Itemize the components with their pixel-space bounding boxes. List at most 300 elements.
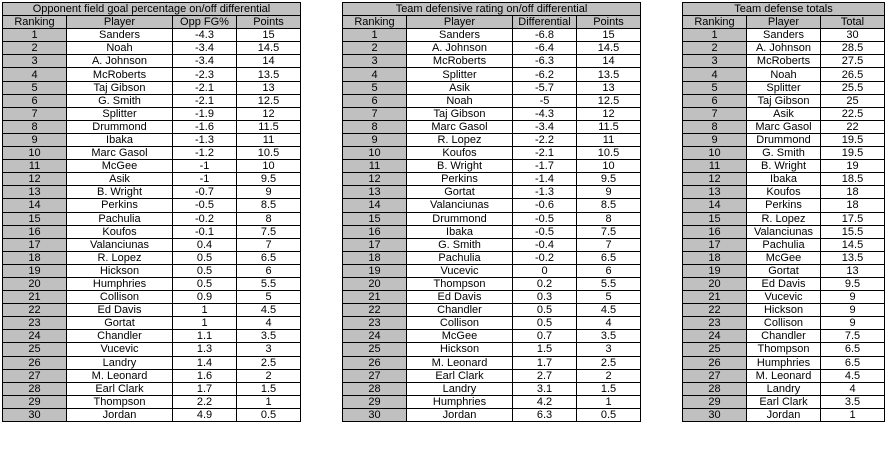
table-row [683, 382, 885, 395]
table-row [683, 55, 885, 68]
table-cell: 23 [3, 317, 67, 330]
table-row [343, 107, 641, 120]
table-title-row [343, 3, 641, 16]
table-cell: R. Lopez [747, 212, 821, 225]
table-cell: G. Smith [67, 94, 173, 107]
table-cell: -0.2 [513, 251, 577, 264]
table-cell: 24 [343, 330, 407, 343]
table-cell: -2.2 [513, 133, 577, 146]
table-row [3, 94, 301, 107]
table-cell: 7.5 [237, 225, 301, 238]
table-cell: 20 [343, 277, 407, 290]
table-cell: Pachulia [67, 212, 173, 225]
table-cell: 0.5 [513, 304, 577, 317]
table-row [683, 330, 885, 343]
table-cell: Taj Gibson [67, 81, 173, 94]
table-title: Team defensive rating on/off differential [343, 3, 641, 16]
table-row [343, 343, 641, 356]
table-row [343, 356, 641, 369]
table-cell: 4 [343, 68, 407, 81]
table-cell: 3 [577, 343, 641, 356]
table-cell: 9 [821, 291, 885, 304]
table-cell: 6.5 [821, 356, 885, 369]
table-cell: 11 [343, 160, 407, 173]
table-row [343, 317, 641, 330]
table-cell: 0.5 [173, 264, 237, 277]
table-cell: Marc Gasol [407, 120, 513, 133]
table-row [683, 173, 885, 186]
column-header: Ranking [683, 16, 747, 29]
table-cell: -3.4 [173, 55, 237, 68]
table-cell: Gortat [407, 186, 513, 199]
table-cell: Perkins [747, 199, 821, 212]
table-cell: 2.2 [173, 395, 237, 408]
column-header: Points [577, 16, 641, 29]
table-cell: 7 [343, 107, 407, 120]
table-row [3, 120, 301, 133]
table-cell: 29 [3, 395, 67, 408]
table-cell: 2 [343, 42, 407, 55]
table-cell: 1 [343, 29, 407, 42]
table-cell: Ibaka [747, 173, 821, 186]
table-cell: 3.5 [237, 330, 301, 343]
table-cell: Vucevic [407, 264, 513, 277]
table-cell: 17 [343, 238, 407, 251]
table-cell: A. Johnson [747, 42, 821, 55]
table-cell: 0.5 [513, 317, 577, 330]
table-cell: 25 [343, 343, 407, 356]
table-cell: 30 [343, 408, 407, 421]
table-cell: Marc Gasol [67, 147, 173, 160]
table-cell: 7.5 [821, 330, 885, 343]
table-row [683, 199, 885, 212]
table-cell: 1.5 [237, 382, 301, 395]
table-row [3, 291, 301, 304]
table-cell: 29 [343, 395, 407, 408]
table-cell: 30 [3, 408, 67, 421]
table-cell: 14.5 [821, 238, 885, 251]
table-row [683, 408, 885, 421]
table-row [343, 147, 641, 160]
table-cell: 0.5 [173, 251, 237, 264]
table-cell: 3.5 [577, 330, 641, 343]
table-cell: -0.4 [513, 238, 577, 251]
table-row [3, 264, 301, 277]
table-cell: 10 [3, 147, 67, 160]
table-cell: Sanders [67, 29, 173, 42]
table-cell: 14 [237, 55, 301, 68]
table-cell: 1 [577, 395, 641, 408]
table-row [3, 251, 301, 264]
table-cell: Ed Davis [407, 291, 513, 304]
table-row [3, 343, 301, 356]
table-cell: 11.5 [577, 120, 641, 133]
table-row [683, 29, 885, 42]
table-cell: 19 [683, 264, 747, 277]
table-cell: 26.5 [821, 68, 885, 81]
table-cell: Drummond [747, 133, 821, 146]
table-cell: 13.5 [237, 68, 301, 81]
table-cell: 19 [821, 160, 885, 173]
table-row [343, 304, 641, 317]
defense-totals-table-body [683, 3, 885, 422]
table-cell: 10 [683, 147, 747, 160]
table-cell: 5.5 [577, 277, 641, 290]
table-row [683, 291, 885, 304]
table-row [3, 186, 301, 199]
table-cell: 19 [343, 264, 407, 277]
table-cell: 11 [577, 133, 641, 146]
table-row [683, 68, 885, 81]
table-cell: McGee [747, 251, 821, 264]
table-cell: -6.8 [513, 29, 577, 42]
table-cell: Drummond [407, 212, 513, 225]
table-cell: 1.4 [173, 356, 237, 369]
table-cell: 1 [173, 304, 237, 317]
table-row [3, 199, 301, 212]
table-cell: G. Smith [747, 147, 821, 160]
table-cell: G. Smith [407, 238, 513, 251]
table-row [3, 81, 301, 94]
table-cell: Sanders [747, 29, 821, 42]
table-row [343, 29, 641, 42]
table-cell: 21 [3, 291, 67, 304]
table-cell: 10 [343, 147, 407, 160]
table-cell: Gortat [747, 264, 821, 277]
table-cell: Noah [407, 94, 513, 107]
table-cell: 18.5 [821, 173, 885, 186]
table-cell: 4 [3, 68, 67, 81]
table-cell: 7 [237, 238, 301, 251]
table-cell: B. Wright [407, 160, 513, 173]
table-cell: 0.5 [173, 277, 237, 290]
table-row [3, 147, 301, 160]
table-cell: 15 [3, 212, 67, 225]
table-cell: 0.5 [577, 408, 641, 421]
table-cell: Taj Gibson [407, 107, 513, 120]
opp-fg-table [2, 2, 301, 422]
table-cell: Koufos [407, 147, 513, 160]
table-cell: 12 [237, 107, 301, 120]
table-cell: 7 [3, 107, 67, 120]
table-cell: 14 [683, 199, 747, 212]
table-cell: -3.4 [173, 42, 237, 55]
table-header-row [3, 16, 301, 29]
table-cell: 22.5 [821, 107, 885, 120]
table-cell: Thompson [747, 343, 821, 356]
table-cell: Drummond [67, 120, 173, 133]
table-row [3, 330, 301, 343]
table-cell: 11 [3, 160, 67, 173]
table-cell: B. Wright [67, 186, 173, 199]
table-cell: 8.5 [237, 199, 301, 212]
table-cell: 9 [237, 186, 301, 199]
table-row [343, 173, 641, 186]
table-cell: R. Lopez [407, 133, 513, 146]
table-cell: 26 [3, 356, 67, 369]
table-row [343, 212, 641, 225]
table-row [3, 160, 301, 173]
table-cell: 4.5 [821, 369, 885, 382]
table-cell: 7 [683, 107, 747, 120]
table-cell: 9 [577, 186, 641, 199]
table-cell: Asik [747, 107, 821, 120]
table-cell: 12 [683, 173, 747, 186]
table-cell: 12.5 [577, 94, 641, 107]
table-row [683, 317, 885, 330]
table-cell: 9.5 [237, 173, 301, 186]
table-cell: 5 [683, 81, 747, 94]
table-cell: McRoberts [407, 55, 513, 68]
table-cell: Jordan [747, 408, 821, 421]
table-cell: 16 [343, 225, 407, 238]
table-cell: 0.2 [513, 277, 577, 290]
table-row [343, 369, 641, 382]
table-cell: Valanciunas [67, 238, 173, 251]
table-cell: 9.5 [577, 173, 641, 186]
table-row [683, 212, 885, 225]
table-cell: 6 [577, 264, 641, 277]
table-row [3, 133, 301, 146]
table-row [343, 408, 641, 421]
table-cell: 1.5 [577, 382, 641, 395]
table-cell: -6.4 [513, 42, 577, 55]
table-cell: Asik [407, 81, 513, 94]
table-cell: 2.7 [513, 369, 577, 382]
table-cell: 1 [173, 317, 237, 330]
table-cell: Chandler [747, 330, 821, 343]
table-cell: 0.9 [173, 291, 237, 304]
table-cell: B. Wright [747, 160, 821, 173]
table-cell: McRoberts [747, 55, 821, 68]
table-header-row [683, 16, 885, 29]
table-cell: 15 [343, 212, 407, 225]
table-cell: Vucevic [67, 343, 173, 356]
table-cell: 24 [3, 330, 67, 343]
table-cell: 0.3 [513, 291, 577, 304]
table-row [3, 68, 301, 81]
table-cell: 30 [683, 408, 747, 421]
table-cell: 30 [821, 29, 885, 42]
table-cell: Perkins [67, 199, 173, 212]
table-cell: 10 [237, 160, 301, 173]
table-cell: Earl Clark [67, 382, 173, 395]
table-cell: 22 [683, 304, 747, 317]
column-header: Total [821, 16, 885, 29]
table-row [3, 55, 301, 68]
table-cell: 5 [343, 81, 407, 94]
table-cell: A. Johnson [67, 55, 173, 68]
table-cell: 11 [237, 133, 301, 146]
table-row [3, 382, 301, 395]
table-row [3, 225, 301, 238]
table-row [3, 277, 301, 290]
table-cell: 3.5 [821, 395, 885, 408]
table-cell: 25.5 [821, 81, 885, 94]
table-cell: 28 [343, 382, 407, 395]
table-cell: Earl Clark [407, 369, 513, 382]
table-title: Opponent field goal percentage on/off differential [3, 3, 301, 16]
table-cell: 1.7 [513, 356, 577, 369]
table-cell: 1 [683, 29, 747, 42]
table-cell: Collison [67, 291, 173, 304]
table-cell: 12.5 [237, 94, 301, 107]
table-cell: McGee [67, 160, 173, 173]
table-cell: Splitter [67, 107, 173, 120]
table-cell: 3 [237, 343, 301, 356]
defense-totals-table [682, 2, 885, 422]
table-cell: 0.7 [513, 330, 577, 343]
table-cell: -1.9 [173, 107, 237, 120]
table-cell: 13.5 [821, 251, 885, 264]
def-rating-table [342, 2, 641, 422]
table-cell: 13 [821, 264, 885, 277]
table-cell: Taj Gibson [747, 94, 821, 107]
table-cell: 18 [821, 186, 885, 199]
table-cell: 21 [343, 291, 407, 304]
table-row [343, 120, 641, 133]
table-cell: 18 [683, 251, 747, 264]
table-cell: 6 [343, 94, 407, 107]
table-cell: M. Leonard [67, 369, 173, 382]
table-row [683, 238, 885, 251]
table-cell: 23 [343, 317, 407, 330]
table-cell: Perkins [407, 173, 513, 186]
table-cell: -4.3 [513, 107, 577, 120]
table-cell: 7 [577, 238, 641, 251]
table-cell: Asik [67, 173, 173, 186]
table-row [343, 133, 641, 146]
table-cell: 13 [577, 81, 641, 94]
table-cell: 1 [237, 395, 301, 408]
table-cell: R. Lopez [67, 251, 173, 264]
table-row [343, 382, 641, 395]
table-cell: -0.7 [173, 186, 237, 199]
table-row [3, 408, 301, 421]
table-cell: 0.5 [237, 408, 301, 421]
table-cell: Landry [747, 382, 821, 395]
table-cell: 3 [683, 55, 747, 68]
table-row [683, 42, 885, 55]
table-cell: Vucevic [747, 291, 821, 304]
table-cell: 6 [237, 264, 301, 277]
column-header: Player [747, 16, 821, 29]
table-cell: -0.2 [173, 212, 237, 225]
table-cell: 1 [3, 29, 67, 42]
table-cell: 25 [821, 94, 885, 107]
table-cell: 14 [3, 199, 67, 212]
table-cell: -5 [513, 94, 577, 107]
table-row [3, 29, 301, 42]
table-cell: 15 [683, 212, 747, 225]
table-row [343, 42, 641, 55]
table-cell: Pachulia [747, 238, 821, 251]
table-cell: Ibaka [407, 225, 513, 238]
table-cell: 9 [343, 133, 407, 146]
table-cell: -3.4 [513, 120, 577, 133]
table-cell: 4 [683, 68, 747, 81]
table-cell: 20 [3, 277, 67, 290]
table-cell: Marc Gasol [747, 120, 821, 133]
table-cell: 6.5 [237, 251, 301, 264]
column-header: Player [407, 16, 513, 29]
table-cell: 0 [513, 264, 577, 277]
table-cell: 13 [683, 186, 747, 199]
table-row [3, 369, 301, 382]
table-cell: 4.9 [173, 408, 237, 421]
table-cell: 3 [3, 55, 67, 68]
table-cell: Landry [67, 356, 173, 369]
table-cell: Thompson [67, 395, 173, 408]
table-cell: 8 [343, 120, 407, 133]
table-cell: Ibaka [67, 133, 173, 146]
table-cell: 18 [3, 251, 67, 264]
column-header: Ranking [3, 16, 67, 29]
table-cell: Jordan [407, 408, 513, 421]
table-row [343, 55, 641, 68]
table-cell: Hickson [747, 304, 821, 317]
table-cell: Hickson [67, 264, 173, 277]
table-cell: 5 [577, 291, 641, 304]
table-cell: 13 [343, 186, 407, 199]
table-title-row [3, 3, 301, 16]
table-cell: Collison [747, 317, 821, 330]
table-cell: -6.3 [513, 55, 577, 68]
table-row [343, 225, 641, 238]
table-row [343, 291, 641, 304]
table-row [683, 186, 885, 199]
table-cell: Chandler [67, 330, 173, 343]
table-cell: -1.7 [513, 160, 577, 173]
table-row [683, 147, 885, 160]
table-row [3, 212, 301, 225]
table-cell: 5 [237, 291, 301, 304]
table-cell: Humphries [67, 277, 173, 290]
table-cell: 10 [577, 160, 641, 173]
def-rating-table-body [343, 3, 641, 422]
table-cell: 9.5 [821, 277, 885, 290]
table-row [3, 395, 301, 408]
table-cell: 7.5 [577, 225, 641, 238]
table-row [683, 160, 885, 173]
table-row [3, 42, 301, 55]
table-row [683, 225, 885, 238]
table-cell: 4 [237, 317, 301, 330]
table-cell: 25 [683, 343, 747, 356]
table-cell: 15 [237, 29, 301, 42]
table-cell: 20 [683, 277, 747, 290]
table-row [3, 173, 301, 186]
table-cell: 27.5 [821, 55, 885, 68]
table-title-row [683, 3, 885, 16]
table-cell: -1.3 [173, 133, 237, 146]
table-cell: 11.5 [237, 120, 301, 133]
table-cell: -2.3 [173, 68, 237, 81]
table-cell: 15 [577, 29, 641, 42]
table-cell: -4.3 [173, 29, 237, 42]
table-cell: 17 [3, 238, 67, 251]
table-cell: 19.5 [821, 147, 885, 160]
table-row [343, 277, 641, 290]
table-row [343, 238, 641, 251]
table-cell: 1.5 [513, 343, 577, 356]
table-row [343, 160, 641, 173]
table-cell: -6.2 [513, 68, 577, 81]
table-cell: 8 [577, 212, 641, 225]
table-cell: 12 [343, 173, 407, 186]
table-cell: 6.3 [513, 408, 577, 421]
table-cell: 22 [343, 304, 407, 317]
